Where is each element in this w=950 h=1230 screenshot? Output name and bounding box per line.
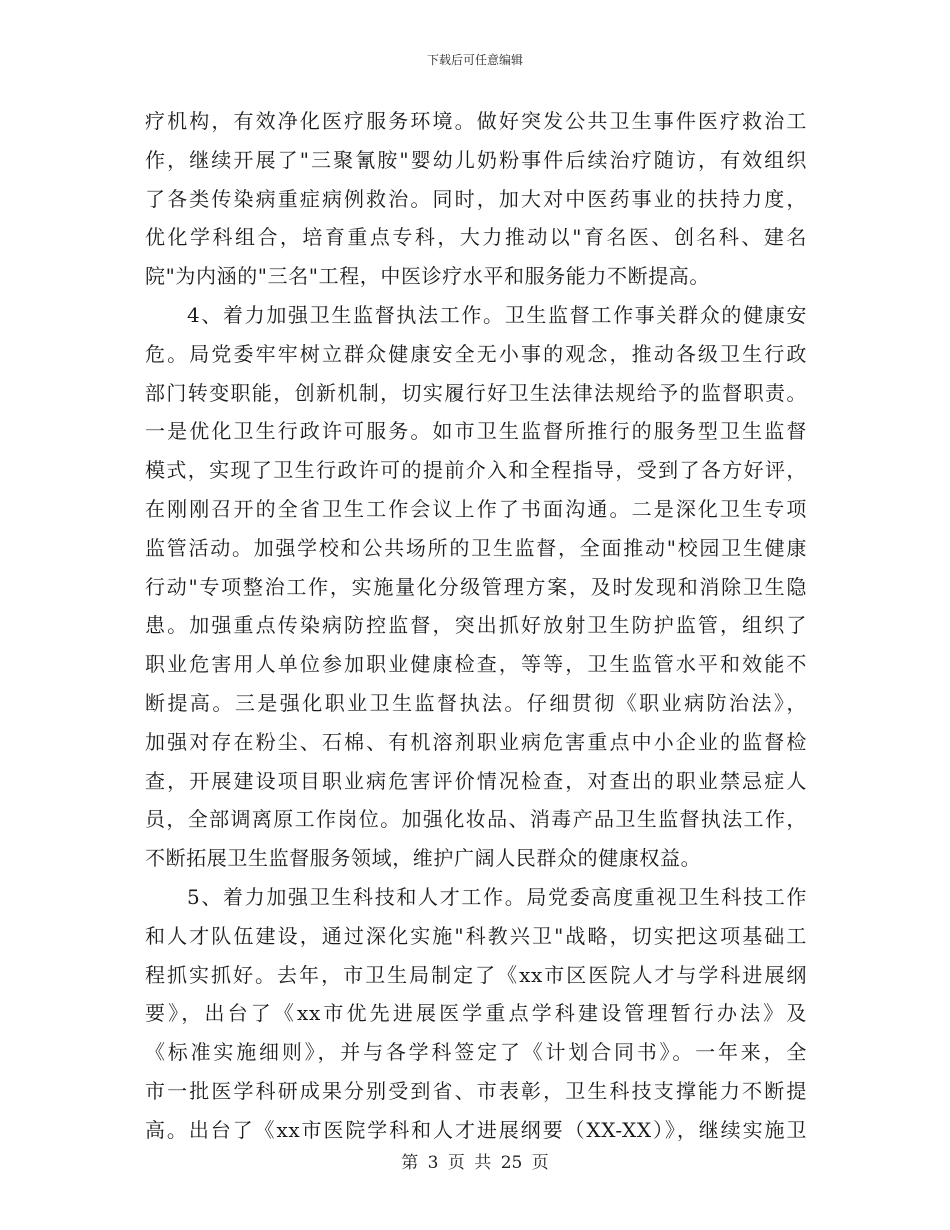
text-line: 一是优化卫生行政许可服务。如市卫生监督所推行的服务型卫生监督 (145, 419, 807, 444)
paragraph-start-line: 4、着力加强卫生监督执法工作。卫生监督工作事关群众的健康安 (187, 302, 807, 327)
text-line: 断提高。三是强化职业卫生监督执法。仔细贯彻《职业病防治法》， (145, 690, 807, 715)
page-number: 第 3 页 共 25 页 (401, 1153, 549, 1173)
text-line: 要》，出台了《xx市优先进展医学重点学科建设管理暂行办法》及 (145, 1001, 807, 1026)
text-line: 查，开展建设项目职业病危害评价情况检查，对查出的职业禁忌症人 (145, 768, 807, 793)
text-line: 疗机构，有效净化医疗服务环境。做好突发公共卫生事件医疗救治工 (145, 109, 807, 133)
page-header: 下载后可任意编辑 (426, 53, 523, 67)
text-line: 高。出台了《xx市医院学科和人才进展纲要（XX-XX）》，继续实施卫 (145, 1117, 807, 1142)
text-line: 作，继续开展了"三聚氰胺"婴幼儿奶粉事件后续治疗随访，有效组织 (145, 147, 807, 172)
document-body (145, 102, 807, 1150)
paragraph-start-line: 5、着力加强卫生科技和人才工作。局党委高度重视卫生科技工作 (187, 884, 807, 909)
text-line: 监管活动。加强学校和公共场所的卫生监督，全面推动"校园卫生健康 (145, 535, 807, 560)
text-line: 不断拓展卫生监督服务领域，维护广阔人民群众的健康权益。 (145, 846, 702, 871)
text-line: 模式，实现了卫生行政许可的提前介入和全程指导，受到了各方好评， (145, 458, 807, 483)
text-line: 《标准实施细则》，并与各学科签定了《计划合同书》。一年来，全 (145, 1040, 807, 1065)
text-line: 程抓实抓好。去年，市卫生局制定了《xx市区医院人才与学科进展纲 (145, 962, 807, 987)
text-line: 加强对存在粉尘、石棉、有机溶剂职业病危害重点中小企业的监督检 (145, 729, 807, 754)
text-line: 员，全部调离原工作岗位。加强化妆品、消毒产品卫生监督执法工作， (145, 807, 807, 832)
text-line: 部门转变职能，创新机制，切实履行好卫生法律法规给予的监督职责。 (145, 380, 807, 405)
text-line: 危。局党委牢牢树立群众健康安全无小事的观念，推动各级卫生行政 (145, 341, 807, 366)
text-line: 和人才队伍建设，通过深化实施"科教兴卫"战略，切实把这项基础工 (145, 923, 807, 948)
text-line: 行动"专项整治工作，实施量化分级管理方案，及时发现和消除卫生隐 (145, 574, 807, 599)
text-line: 优化学科组合，培育重点专科，大力推动以"育名医、创名科、建名 (145, 225, 807, 250)
text-line: 院"为内涵的"三名"工程，中医诊疗水平和服务能力不断提高。 (145, 264, 710, 289)
text-line: 市一批医学科研成果分别受到省、市表彰，卫生科技支撑能力不断提 (145, 1078, 807, 1103)
text-line: 患。加强重点传染病防控监督，突出抓好放射卫生防护监管，组织了 (145, 613, 807, 638)
text-line: 了各类传染病重症病例救治。同时，加大对中医药事业的扶持力度， (145, 186, 807, 211)
text-line: 在刚刚召开的全省卫生工作会议上作了书面沟通。二是深化卫生专项 (145, 496, 807, 521)
text-line: 职业危害用人单位参加职业健康检查，等等，卫生监管水平和效能不 (145, 652, 807, 677)
